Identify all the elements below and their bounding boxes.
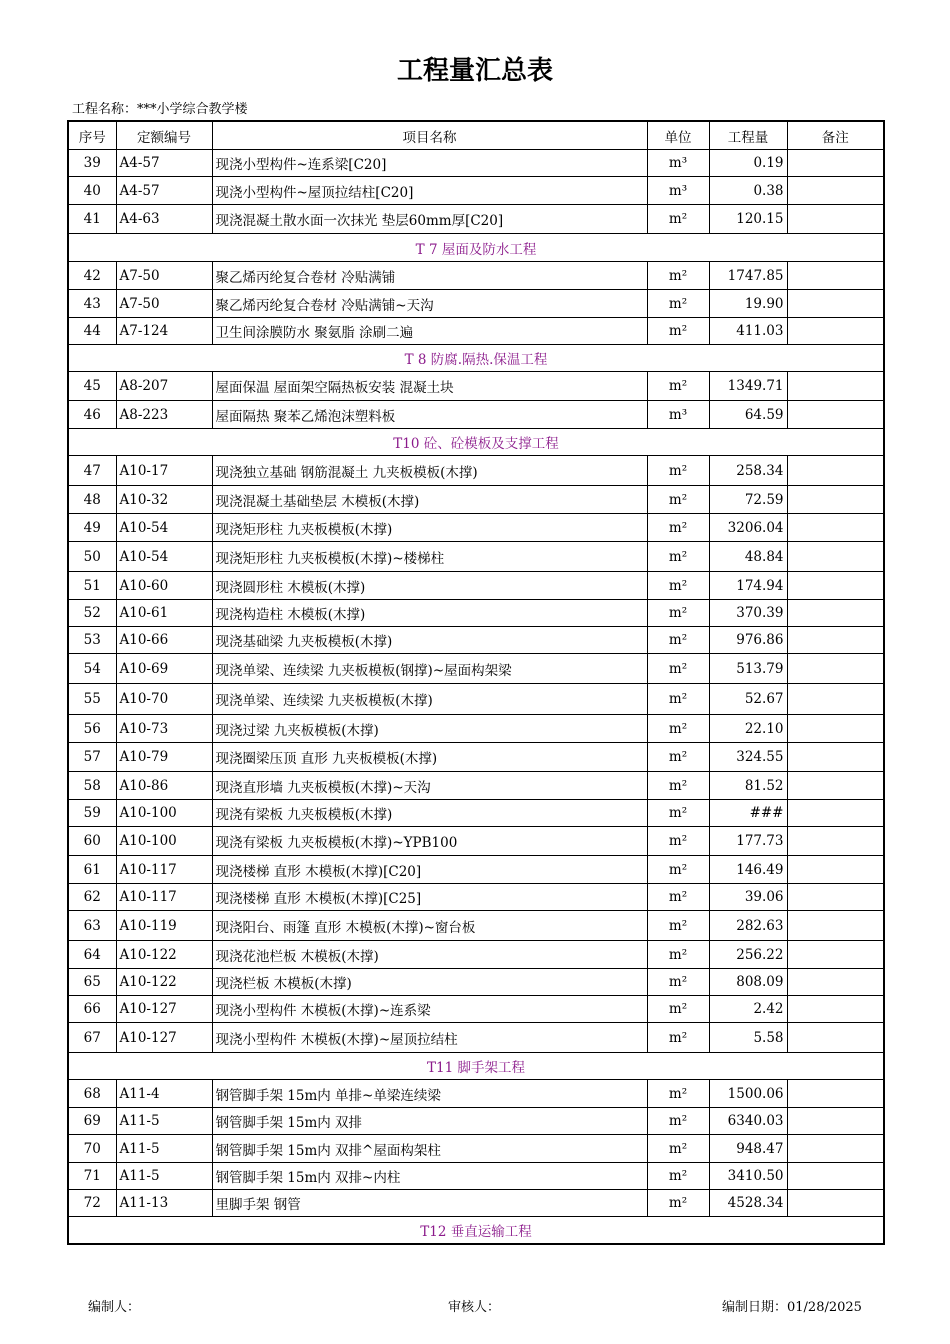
remark	[787, 941, 884, 969]
remark	[787, 856, 884, 884]
quantity: 3410.50	[709, 1163, 787, 1190]
row-number: 63	[68, 911, 116, 941]
quantity: 4528.34	[709, 1190, 787, 1217]
remark	[787, 1108, 884, 1135]
unit: m²	[647, 542, 709, 572]
table-row	[68, 456, 884, 486]
quantity: 1349.71	[709, 372, 787, 401]
table-row	[68, 627, 884, 654]
section-title: T11 脚手架工程	[68, 1053, 884, 1080]
table-row	[68, 401, 884, 429]
remark	[787, 262, 884, 290]
row-number: 60	[68, 827, 116, 856]
remark	[787, 1135, 884, 1163]
section-title: T 7 屋面及防水工程	[68, 234, 884, 262]
row-number: 51	[68, 572, 116, 600]
date-label: 编制日期：01/28/2025	[722, 1300, 862, 1315]
quota-code: A10-69	[116, 654, 212, 684]
unit: m²	[647, 486, 709, 514]
quota-code: A10-122	[116, 941, 212, 969]
remark	[787, 743, 884, 772]
quantity: 6340.03	[709, 1108, 787, 1135]
quantity: 22.10	[709, 715, 787, 743]
remark	[787, 884, 884, 911]
table-row	[68, 827, 884, 856]
table-row	[68, 1190, 884, 1217]
item-name: 现浇有梁板 九夹板模板(木撑)	[212, 800, 647, 827]
unit: m³	[647, 150, 709, 177]
row-number: 49	[68, 514, 116, 542]
unit: m²	[647, 627, 709, 654]
quantity: ###	[709, 800, 787, 827]
table-row	[68, 969, 884, 996]
quota-code: A8-223	[116, 401, 212, 429]
unit: m²	[647, 572, 709, 600]
row-number: 52	[68, 600, 116, 627]
quantity: 72.59	[709, 486, 787, 514]
quota-code: A4-63	[116, 205, 212, 234]
item-name: 现浇矩形柱 九夹板模板(木撑)~楼梯柱	[212, 542, 647, 572]
table-row	[68, 856, 884, 884]
quota-code: A10-117	[116, 856, 212, 884]
row-number: 44	[68, 318, 116, 345]
remark	[787, 372, 884, 401]
row-number: 50	[68, 542, 116, 572]
item-name: 现浇单梁、连续梁 九夹板模板(木撑)	[212, 684, 647, 715]
unit: m²	[647, 827, 709, 856]
item-name: 现浇阳台、雨篷 直形 木模板(木撑)~窗台板	[212, 911, 647, 941]
table-row	[68, 600, 884, 627]
item-name: 现浇小型构件 木模板(木撑)~屋顶拉结柱	[212, 1023, 647, 1053]
quantity: 146.49	[709, 856, 787, 884]
row-number: 41	[68, 205, 116, 234]
table-row	[68, 941, 884, 969]
quota-code: A7-50	[116, 262, 212, 290]
remark	[787, 486, 884, 514]
row-number: 40	[68, 177, 116, 205]
header-item-name: 项目名称	[212, 121, 647, 150]
quota-code: A10-73	[116, 715, 212, 743]
remark	[787, 514, 884, 542]
unit: m²	[647, 969, 709, 996]
table-row	[68, 654, 884, 684]
remark	[787, 401, 884, 429]
header-quantity: 工程量	[709, 121, 787, 150]
section-title: T12 垂直运输工程	[68, 1217, 884, 1244]
header-code: 定额编号	[116, 121, 212, 150]
section-title: T10 砼、砼模板及支撑工程	[68, 429, 884, 456]
item-name: 卫生间涂膜防水 聚氨脂 涂刷二遍	[212, 318, 647, 345]
remark	[787, 456, 884, 486]
quota-code: A10-117	[116, 884, 212, 911]
quota-code: A4-57	[116, 177, 212, 205]
unit: m²	[647, 996, 709, 1023]
quota-code: A10-61	[116, 600, 212, 627]
row-number: 61	[68, 856, 116, 884]
quota-code: A10-70	[116, 684, 212, 715]
table-row	[68, 514, 884, 542]
item-name: 现浇矩形柱 九夹板模板(木撑)	[212, 514, 647, 542]
quota-code: A10-60	[116, 572, 212, 600]
row-number: 59	[68, 800, 116, 827]
row-number: 55	[68, 684, 116, 715]
row-number: 62	[68, 884, 116, 911]
quantity: 81.52	[709, 772, 787, 800]
item-name: 钢管脚手架 15m内 双排^屋面构架柱	[212, 1135, 647, 1163]
quota-code: A10-86	[116, 772, 212, 800]
quota-code: A11-5	[116, 1135, 212, 1163]
quantity: 52.67	[709, 684, 787, 715]
quantity: 0.38	[709, 177, 787, 205]
item-name: 屋面隔热 聚苯乙烯泡沫塑料板	[212, 401, 647, 429]
table-row	[68, 372, 884, 401]
section-row	[68, 234, 884, 262]
quota-code: A11-5	[116, 1108, 212, 1135]
quota-code: A10-122	[116, 969, 212, 996]
item-name: 现浇小型构件~屋顶拉结柱[C20]	[212, 177, 647, 205]
header-unit: 单位	[647, 121, 709, 150]
unit: m²	[647, 262, 709, 290]
remark	[787, 1190, 884, 1217]
remark	[787, 715, 884, 743]
item-name: 现浇圆形柱 木模板(木撑)	[212, 572, 647, 600]
quantity: 5.58	[709, 1023, 787, 1053]
remark	[787, 318, 884, 345]
quantity: 48.84	[709, 542, 787, 572]
table-row	[68, 205, 884, 234]
table-row	[68, 1135, 884, 1163]
quota-code: A11-4	[116, 1080, 212, 1108]
table-row	[68, 684, 884, 715]
table-row	[68, 772, 884, 800]
unit: m²	[647, 205, 709, 234]
remark	[787, 684, 884, 715]
table-row	[68, 996, 884, 1023]
unit: m²	[647, 456, 709, 486]
unit: m³	[647, 401, 709, 429]
quantity: 177.73	[709, 827, 787, 856]
row-number: 48	[68, 486, 116, 514]
unit: m²	[647, 715, 709, 743]
quota-code: A4-57	[116, 150, 212, 177]
quantity: 1747.85	[709, 262, 787, 290]
table-row	[68, 542, 884, 572]
quantity: 370.39	[709, 600, 787, 627]
unit: m²	[647, 800, 709, 827]
quantity: 0.19	[709, 150, 787, 177]
item-name: 钢管脚手架 15m内 双排~内柱	[212, 1163, 647, 1190]
table-row	[68, 1080, 884, 1108]
remark	[787, 177, 884, 205]
row-number: 54	[68, 654, 116, 684]
quota-code: A10-100	[116, 827, 212, 856]
quota-code: A10-32	[116, 486, 212, 514]
item-name: 聚乙烯丙纶复合卷材 冷贴满铺	[212, 262, 647, 290]
unit: m²	[647, 600, 709, 627]
row-number: 65	[68, 969, 116, 996]
table-row	[68, 800, 884, 827]
unit: m²	[647, 856, 709, 884]
remark	[787, 996, 884, 1023]
item-name: 现浇单梁、连续梁 九夹板模板(钢撑)~屋面构架梁	[212, 654, 647, 684]
item-name: 现浇混凝土散水面一次抹光 垫层60mm厚[C20]	[212, 205, 647, 234]
quantity: 19.90	[709, 290, 787, 318]
unit: m²	[647, 941, 709, 969]
item-name: 现浇圈梁压顶 直形 九夹板模板(木撑)	[212, 743, 647, 772]
item-name: 现浇独立基础 钢筋混凝土 九夹板模板(木撑)	[212, 456, 647, 486]
row-number: 67	[68, 1023, 116, 1053]
table-row	[68, 262, 884, 290]
table-header-row	[68, 121, 884, 150]
remark	[787, 290, 884, 318]
row-number: 68	[68, 1080, 116, 1108]
row-number: 39	[68, 150, 116, 177]
quantity-table	[67, 120, 885, 1245]
table-row	[68, 572, 884, 600]
remark	[787, 205, 884, 234]
unit: m²	[647, 772, 709, 800]
quota-code: A7-50	[116, 290, 212, 318]
row-number: 58	[68, 772, 116, 800]
remark	[787, 600, 884, 627]
quantity: 39.06	[709, 884, 787, 911]
quantity: 2.42	[709, 996, 787, 1023]
row-number: 70	[68, 1135, 116, 1163]
item-name: 现浇过梁 九夹板模板(木撑)	[212, 715, 647, 743]
quota-code: A10-79	[116, 743, 212, 772]
unit: m²	[647, 1023, 709, 1053]
quantity: 1500.06	[709, 1080, 787, 1108]
item-name: 现浇花池栏板 木模板(木撑)	[212, 941, 647, 969]
quantity: 513.79	[709, 654, 787, 684]
item-name: 钢管脚手架 15m内 单排~单梁连续梁	[212, 1080, 647, 1108]
quota-code: A10-127	[116, 996, 212, 1023]
quota-code: A10-119	[116, 911, 212, 941]
unit: m²	[647, 1163, 709, 1190]
remark	[787, 1023, 884, 1053]
remark	[787, 911, 884, 941]
remark	[787, 150, 884, 177]
remark	[787, 1080, 884, 1108]
table-row	[68, 177, 884, 205]
section-row	[68, 1053, 884, 1080]
unit: m²	[647, 654, 709, 684]
quantity: 976.86	[709, 627, 787, 654]
table-row	[68, 743, 884, 772]
quota-code: A10-127	[116, 1023, 212, 1053]
row-number: 71	[68, 1163, 116, 1190]
unit: m²	[647, 1135, 709, 1163]
remark	[787, 772, 884, 800]
quota-code: A11-13	[116, 1190, 212, 1217]
quota-code: A10-17	[116, 456, 212, 486]
item-name: 现浇有梁板 九夹板模板(木撑)~YPB100	[212, 827, 647, 856]
item-name: 现浇小型构件 木模板(木撑)~连系梁	[212, 996, 647, 1023]
remark	[787, 572, 884, 600]
table-row	[68, 911, 884, 941]
unit: m²	[647, 911, 709, 941]
unit: m²	[647, 514, 709, 542]
quantity: 411.03	[709, 318, 787, 345]
unit: m²	[647, 1108, 709, 1135]
item-name: 现浇楼梯 直形 木模板(木撑)[C25]	[212, 884, 647, 911]
unit: m²	[647, 290, 709, 318]
remark	[787, 800, 884, 827]
unit: m²	[647, 1080, 709, 1108]
item-name: 钢管脚手架 15m内 双排	[212, 1108, 647, 1135]
table-row	[68, 486, 884, 514]
quantity: 808.09	[709, 969, 787, 996]
item-name: 现浇构造柱 木模板(木撑)	[212, 600, 647, 627]
quantity: 3206.04	[709, 514, 787, 542]
item-name: 现浇栏板 木模板(木撑)	[212, 969, 647, 996]
row-number: 46	[68, 401, 116, 429]
quantity: 256.22	[709, 941, 787, 969]
header-no: 序号	[68, 121, 116, 150]
unit: m²	[647, 684, 709, 715]
table-row	[68, 884, 884, 911]
item-name: 现浇基础梁 九夹板模板(木撑)	[212, 627, 647, 654]
quantity: 174.94	[709, 572, 787, 600]
remark	[787, 654, 884, 684]
row-number: 56	[68, 715, 116, 743]
reviewer-label: 审核人：	[448, 1300, 501, 1315]
section-row	[68, 345, 884, 372]
unit: m²	[647, 1190, 709, 1217]
quota-code: A10-100	[116, 800, 212, 827]
table-row	[68, 715, 884, 743]
project-name: 工程名称：***小学综合教学楼	[72, 102, 248, 117]
table-row	[68, 150, 884, 177]
section-row	[68, 429, 884, 456]
unit: m³	[647, 177, 709, 205]
unit: m²	[647, 372, 709, 401]
row-number: 69	[68, 1108, 116, 1135]
unit: m²	[647, 884, 709, 911]
item-name: 里脚手架 钢管	[212, 1190, 647, 1217]
remark	[787, 542, 884, 572]
quota-code: A10-54	[116, 542, 212, 572]
quota-code: A8-207	[116, 372, 212, 401]
row-number: 45	[68, 372, 116, 401]
preparer-label: 编制人：	[88, 1300, 141, 1315]
remark	[787, 827, 884, 856]
table-row	[68, 1108, 884, 1135]
table-row	[68, 318, 884, 345]
row-number: 57	[68, 743, 116, 772]
row-number: 72	[68, 1190, 116, 1217]
quantity: 324.55	[709, 743, 787, 772]
header-remark: 备注	[787, 121, 884, 150]
table-row	[68, 1163, 884, 1190]
section-row	[68, 1217, 884, 1244]
section-title: T 8 防腐.隔热.保温工程	[68, 345, 884, 372]
table-row	[68, 1023, 884, 1053]
quantity: 282.63	[709, 911, 787, 941]
row-number: 66	[68, 996, 116, 1023]
item-name: 屋面保温 屋面架空隔热板安装 混凝土块	[212, 372, 647, 401]
item-name: 聚乙烯丙纶复合卷材 冷贴满铺~天沟	[212, 290, 647, 318]
item-name: 现浇楼梯 直形 木模板(木撑)[C20]	[212, 856, 647, 884]
remark	[787, 627, 884, 654]
unit: m²	[647, 318, 709, 345]
row-number: 64	[68, 941, 116, 969]
row-number: 42	[68, 262, 116, 290]
row-number: 53	[68, 627, 116, 654]
item-name: 现浇直形墙 九夹板模板(木撑)~天沟	[212, 772, 647, 800]
unit: m²	[647, 743, 709, 772]
item-name: 现浇小型构件~连系梁[C20]	[212, 150, 647, 177]
table-row	[68, 290, 884, 318]
quantity: 120.15	[709, 205, 787, 234]
quota-code: A10-54	[116, 514, 212, 542]
quota-code: A10-66	[116, 627, 212, 654]
item-name: 现浇混凝土基础垫层 木模板(木撑)	[212, 486, 647, 514]
quota-code: A7-124	[116, 318, 212, 345]
page-title: 工程量汇总表	[396, 56, 553, 86]
remark	[787, 969, 884, 996]
quantity: 258.34	[709, 456, 787, 486]
quantity: 948.47	[709, 1135, 787, 1163]
remark	[787, 1163, 884, 1190]
row-number: 43	[68, 290, 116, 318]
quota-code: A11-5	[116, 1163, 212, 1190]
row-number: 47	[68, 456, 116, 486]
quantity: 64.59	[709, 401, 787, 429]
